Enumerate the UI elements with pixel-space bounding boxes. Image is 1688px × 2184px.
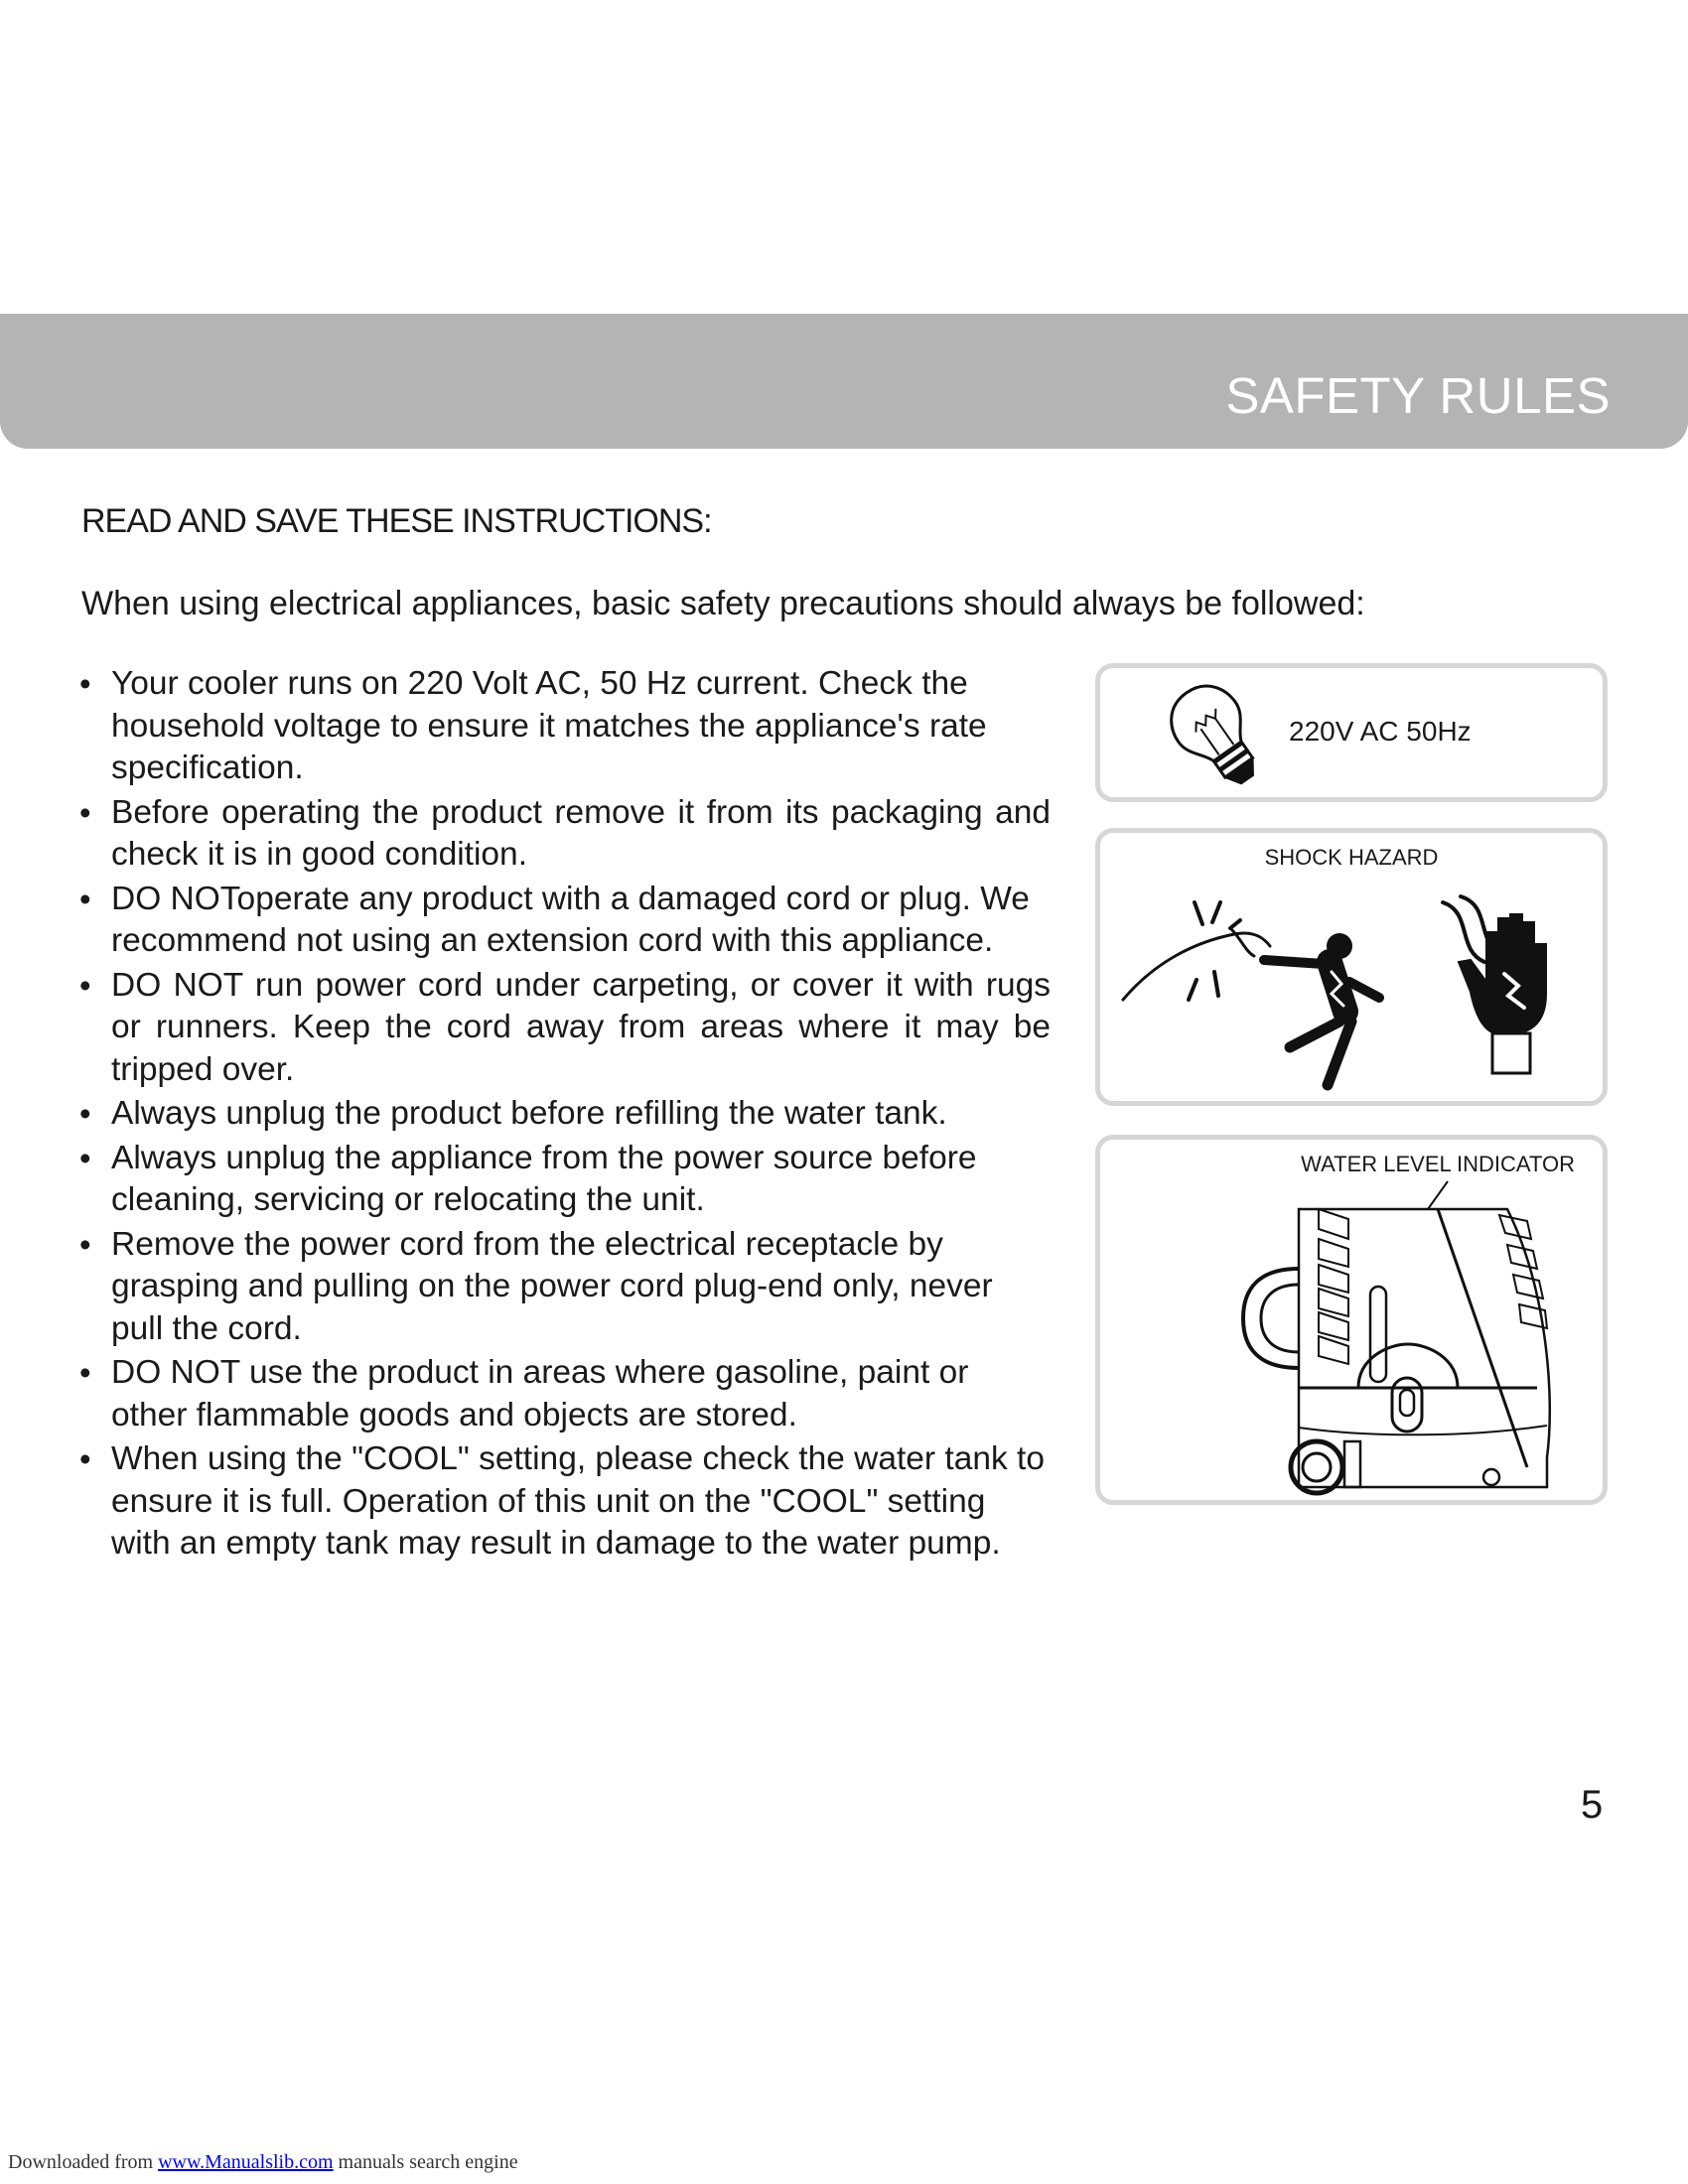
list-item (77, 663, 1051, 790)
safety-rules-list (77, 663, 1051, 1568)
list-item (77, 792, 1051, 877)
bullet-icon: • (79, 1225, 91, 1263)
bullet-icon: • (79, 1139, 91, 1176)
footer-suffix: manuals search engine (333, 2151, 518, 2173)
rule-text: Always unplug the product before refilling the water tank. (111, 1095, 947, 1132)
rule-text: DO NOT use the product in areas where gasoline, paint or other flammable goods and objects are stored. (111, 1354, 969, 1433)
instructions-heading: READ AND SAVE THESE INSTRUCTIONS: (81, 502, 712, 540)
rule-text: Always unplug the appliance from the power source before cleaning, servicing or relocating the unit. (111, 1139, 977, 1218)
water-level-panel (1095, 1135, 1608, 1505)
page-number: 5 (1581, 1783, 1604, 1827)
rule-text: Remove the power cord from the electrical receptacle by grasping and pulling on the power cord plug-end only, never pull the cord. (111, 1225, 993, 1347)
rule-text: DO NOT run power cord under carpeting, or cover it with rugs or runners. Keep the cord away from areas where it may be tripped over. (111, 966, 1051, 1088)
rule-text: Before operating the product remove it from its packaging and check it is in good condition. (111, 793, 1051, 873)
list-item (77, 1352, 1051, 1436)
list-item (77, 965, 1051, 1092)
bullet-icon: • (79, 1095, 91, 1132)
list-item (77, 1224, 1051, 1351)
shock-hazard-label: SHOCK HAZARD (1264, 845, 1439, 870)
page-title: SAFETY RULES (1225, 367, 1611, 424)
air-cooler-diagram (1110, 1169, 1587, 1497)
intro-lead: When using electrical appliances, basic safety precautions should always be followed: (81, 585, 1365, 622)
bullet-icon: • (79, 966, 91, 1004)
bullet-icon: • (79, 1440, 91, 1477)
rule-text: Your cooler runs on 220 Volt AC, 50 Hz current. Check the household voltage to ensure it matches the appliance's rate specification. (111, 665, 987, 786)
light-bulb-icon (1160, 678, 1269, 797)
voltage-rating: 220V AC 50Hz (1289, 716, 1472, 747)
water-level-label: WATER LEVEL INDICATOR (1301, 1152, 1575, 1176)
list-item (77, 1138, 1051, 1222)
list-item (77, 879, 1051, 963)
rule-text: When using the "COOL" setting, please check the water tank to ensure it is full. Operation of this unit on the "COOL" setting with an empty tank may result in damage to the water pump. (111, 1440, 1045, 1562)
electric-shock-icon (1115, 863, 1592, 1091)
download-footer (8, 2151, 518, 2174)
bullet-icon: • (79, 793, 91, 831)
manualslib-link[interactable]: www.Manualslib.com (158, 2151, 334, 2173)
list-item (77, 1093, 1051, 1136)
footer-prefix: Downloaded from (8, 2151, 159, 2173)
header-band (0, 314, 1688, 449)
voltage-panel (1095, 663, 1608, 802)
bullet-icon: • (79, 665, 91, 702)
shock-hazard-panel (1095, 828, 1608, 1106)
list-item (77, 1438, 1051, 1566)
bullet-icon: • (79, 880, 91, 917)
rule-text: DO NOToperate any product with a damaged cord or plug. We recommend not using an extension cord with this appliance. (111, 880, 1030, 959)
bullet-icon: • (79, 1354, 91, 1391)
